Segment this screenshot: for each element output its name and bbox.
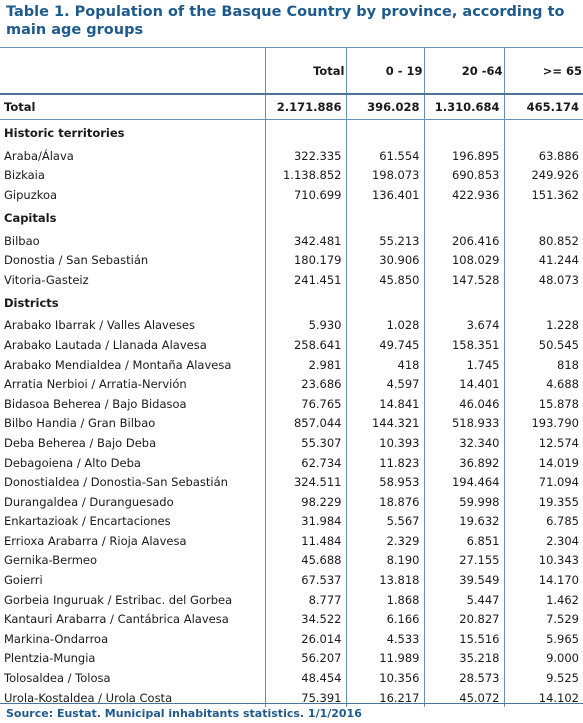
cell-total: 2.981 bbox=[265, 355, 346, 375]
row-label: Donostia / San Sebastián bbox=[0, 250, 265, 270]
table-row bbox=[0, 355, 583, 375]
table-row bbox=[0, 166, 583, 186]
cell-age-20-64: 36.892 bbox=[424, 453, 504, 473]
cell-age-65-plus: 63.886 bbox=[504, 146, 583, 166]
total-row bbox=[0, 94, 583, 120]
section-header-row bbox=[0, 205, 583, 231]
row-label: Markina-Ondarroa bbox=[0, 629, 265, 649]
table-row bbox=[0, 609, 583, 629]
cell-age-20-64: 1.310.684 bbox=[424, 94, 504, 120]
section-empty-cell bbox=[265, 120, 346, 147]
section-header-row bbox=[0, 290, 583, 316]
cell-age-20-64: 15.516 bbox=[424, 629, 504, 649]
cell-total: 26.014 bbox=[265, 629, 346, 649]
cell-age-20-64: 3.674 bbox=[424, 316, 504, 336]
column-header-age-65-plus: >= 65 bbox=[504, 48, 583, 95]
cell-age-65-plus: 818 bbox=[504, 355, 583, 375]
cell-age-0-19: 11.989 bbox=[346, 649, 424, 669]
section-empty-cell bbox=[504, 120, 583, 147]
table-row bbox=[0, 649, 583, 669]
table-row bbox=[0, 629, 583, 649]
cell-age-65-plus: 41.244 bbox=[504, 250, 583, 270]
cell-age-0-19: 58.953 bbox=[346, 472, 424, 492]
section-empty-cell bbox=[265, 290, 346, 316]
section-heading: Capitals bbox=[4, 210, 57, 225]
row-label: Bidasoa Beherea / Bajo Bidasoa bbox=[0, 394, 265, 414]
row-label: Bizkaia bbox=[0, 166, 265, 186]
cell-age-0-19: 418 bbox=[346, 355, 424, 375]
cell-age-65-plus: 465.174 bbox=[504, 94, 583, 120]
row-label: Deba Beherea / Bajo Deba bbox=[0, 433, 265, 453]
cell-age-65-plus: 10.343 bbox=[504, 551, 583, 571]
cell-total: 258.641 bbox=[265, 335, 346, 355]
row-label: Kantauri Arabarra / Cantábrica Alavesa bbox=[0, 609, 265, 629]
section-empty-cell bbox=[424, 120, 504, 147]
row-label: Tolosaldea / Tolosa bbox=[0, 668, 265, 688]
table-row bbox=[0, 590, 583, 610]
table-row bbox=[0, 316, 583, 336]
section-empty-cell bbox=[346, 120, 424, 147]
cell-total: 23.686 bbox=[265, 374, 346, 394]
cell-age-20-64: 1.745 bbox=[424, 355, 504, 375]
cell-age-20-64: 14.401 bbox=[424, 374, 504, 394]
table-row bbox=[0, 492, 583, 512]
cell-total: 8.777 bbox=[265, 590, 346, 610]
cell-age-0-19: 10.393 bbox=[346, 433, 424, 453]
cell-age-0-19: 30.906 bbox=[346, 250, 424, 270]
cell-total: 31.984 bbox=[265, 512, 346, 532]
cell-age-20-64: 690.853 bbox=[424, 166, 504, 186]
cell-age-0-19: 1.868 bbox=[346, 590, 424, 610]
cell-age-0-19: 14.841 bbox=[346, 394, 424, 414]
table-row bbox=[0, 414, 583, 434]
cell-total: 48.454 bbox=[265, 668, 346, 688]
cell-age-0-19: 55.213 bbox=[346, 231, 424, 251]
row-label: Donostialdea / Donostia-San Sebastián bbox=[0, 472, 265, 492]
cell-age-0-19: 13.818 bbox=[346, 570, 424, 590]
cell-age-65-plus: 15.878 bbox=[504, 394, 583, 414]
table-row bbox=[0, 394, 583, 414]
cell-total: 1.138.852 bbox=[265, 166, 346, 186]
cell-age-65-plus: 71.094 bbox=[504, 472, 583, 492]
cell-age-20-64: 6.851 bbox=[424, 531, 504, 551]
cell-total: 2.171.886 bbox=[265, 94, 346, 120]
cell-age-0-19: 8.190 bbox=[346, 551, 424, 571]
cell-total: 56.207 bbox=[265, 649, 346, 669]
cell-age-65-plus: 6.785 bbox=[504, 512, 583, 532]
cell-age-20-64: 32.340 bbox=[424, 433, 504, 453]
cell-age-0-19: 6.166 bbox=[346, 609, 424, 629]
cell-age-65-plus: 19.355 bbox=[504, 492, 583, 512]
table-row bbox=[0, 185, 583, 205]
cell-total: 67.537 bbox=[265, 570, 346, 590]
cell-age-20-64: 45.072 bbox=[424, 688, 504, 708]
cell-age-20-64: 194.464 bbox=[424, 472, 504, 492]
cell-age-0-19: 11.823 bbox=[346, 453, 424, 473]
row-label: Gernika-Bermeo bbox=[0, 551, 265, 571]
cell-age-0-19: 45.850 bbox=[346, 270, 424, 290]
cell-age-65-plus: 1.462 bbox=[504, 590, 583, 610]
cell-age-20-64: 46.046 bbox=[424, 394, 504, 414]
row-label: Goierri bbox=[0, 570, 265, 590]
cell-total: 34.522 bbox=[265, 609, 346, 629]
cell-age-20-64: 27.155 bbox=[424, 551, 504, 571]
cell-total: 11.484 bbox=[265, 531, 346, 551]
section-heading: Historic territories bbox=[4, 126, 125, 140]
cell-total: 5.930 bbox=[265, 316, 346, 336]
cell-age-65-plus: 249.926 bbox=[504, 166, 583, 186]
row-label: Durangaldea / Duranguesado bbox=[0, 492, 265, 512]
cell-age-20-64: 59.998 bbox=[424, 492, 504, 512]
cell-total: 342.481 bbox=[265, 231, 346, 251]
cell-age-20-64: 147.528 bbox=[424, 270, 504, 290]
cell-total: 98.229 bbox=[265, 492, 346, 512]
table-row bbox=[0, 250, 583, 270]
cell-age-65-plus: 9.525 bbox=[504, 668, 583, 688]
row-label: Vitoria-Gasteiz bbox=[0, 270, 265, 290]
cell-age-65-plus: 50.545 bbox=[504, 335, 583, 355]
section-header-row bbox=[0, 120, 583, 147]
cell-total: 45.688 bbox=[265, 551, 346, 571]
table-row bbox=[0, 531, 583, 551]
row-label: Total bbox=[0, 94, 265, 120]
row-label: Bilbo Handia / Gran Bilbao bbox=[0, 414, 265, 434]
section-empty-cell bbox=[504, 290, 583, 316]
row-label: Arabako Mendialdea / Montaña Alavesa bbox=[0, 355, 265, 375]
cell-age-65-plus: 48.073 bbox=[504, 270, 583, 290]
cell-age-0-19: 198.073 bbox=[346, 166, 424, 186]
table-row bbox=[0, 472, 583, 492]
cell-age-65-plus: 12.574 bbox=[504, 433, 583, 453]
row-label: Gipuzkoa bbox=[0, 185, 265, 205]
cell-age-0-19: 1.028 bbox=[346, 316, 424, 336]
cell-total: 55.307 bbox=[265, 433, 346, 453]
table-row bbox=[0, 374, 583, 394]
cell-age-65-plus: 151.362 bbox=[504, 185, 583, 205]
cell-age-20-64: 20.827 bbox=[424, 609, 504, 629]
row-label: Plentzia-Mungia bbox=[0, 649, 265, 669]
table-row bbox=[0, 551, 583, 571]
cell-age-65-plus: 5.965 bbox=[504, 629, 583, 649]
cell-age-0-19: 136.401 bbox=[346, 185, 424, 205]
cell-age-20-64: 518.933 bbox=[424, 414, 504, 434]
cell-age-20-64: 28.573 bbox=[424, 668, 504, 688]
cell-age-20-64: 39.549 bbox=[424, 570, 504, 590]
cell-age-0-19: 396.028 bbox=[346, 94, 424, 120]
table-row bbox=[0, 512, 583, 532]
cell-age-65-plus: 193.790 bbox=[504, 414, 583, 434]
cell-age-0-19: 16.217 bbox=[346, 688, 424, 708]
cell-age-20-64: 108.029 bbox=[424, 250, 504, 270]
cell-total: 76.765 bbox=[265, 394, 346, 414]
cell-age-65-plus: 80.852 bbox=[504, 231, 583, 251]
row-label: Urola-Kostaldea / Urola Costa bbox=[0, 688, 265, 708]
cell-age-0-19: 5.567 bbox=[346, 512, 424, 532]
row-label: Bilbao bbox=[0, 231, 265, 251]
cell-age-0-19: 144.321 bbox=[346, 414, 424, 434]
cell-total: 241.451 bbox=[265, 270, 346, 290]
column-header-age-20-64: 20 -64 bbox=[424, 48, 504, 95]
cell-age-0-19: 49.745 bbox=[346, 335, 424, 355]
table-row bbox=[0, 231, 583, 251]
table-row bbox=[0, 146, 583, 166]
cell-age-0-19: 18.876 bbox=[346, 492, 424, 512]
row-label: Errioxa Arabarra / Rioja Alavesa bbox=[0, 531, 265, 551]
table-row bbox=[0, 270, 583, 290]
cell-age-0-19: 61.554 bbox=[346, 146, 424, 166]
section-empty-cell bbox=[346, 290, 424, 316]
header-row bbox=[0, 48, 583, 95]
cell-total: 75.391 bbox=[265, 688, 346, 708]
cell-age-65-plus: 14.019 bbox=[504, 453, 583, 473]
cell-age-65-plus: 4.688 bbox=[504, 374, 583, 394]
cell-age-65-plus: 14.102 bbox=[504, 688, 583, 708]
cell-age-20-64: 19.632 bbox=[424, 512, 504, 532]
cell-age-65-plus: 1.228 bbox=[504, 316, 583, 336]
cell-age-20-64: 35.218 bbox=[424, 649, 504, 669]
population-table bbox=[0, 47, 583, 707]
section-heading: Districts bbox=[4, 295, 59, 310]
header-empty-cell bbox=[0, 48, 265, 95]
cell-total: 322.335 bbox=[265, 146, 346, 166]
section-empty-cell bbox=[346, 205, 424, 231]
section-empty-cell bbox=[424, 205, 504, 231]
table-title: Table 1. Population of the Basque Country by province, according to main age groups bbox=[6, 4, 565, 38]
cell-age-0-19: 10.356 bbox=[346, 668, 424, 688]
cell-age-65-plus: 2.304 bbox=[504, 531, 583, 551]
table-row bbox=[0, 335, 583, 355]
row-label: Enkartazioak / Encartaciones bbox=[0, 512, 265, 532]
table-row bbox=[0, 453, 583, 473]
cell-age-65-plus: 7.529 bbox=[504, 609, 583, 629]
cell-age-20-64: 196.895 bbox=[424, 146, 504, 166]
cell-age-0-19: 2.329 bbox=[346, 531, 424, 551]
section-empty-cell bbox=[424, 290, 504, 316]
cell-age-65-plus: 9.000 bbox=[504, 649, 583, 669]
cell-age-65-plus: 14.170 bbox=[504, 570, 583, 590]
row-label: Debagoiena / Alto Deba bbox=[0, 453, 265, 473]
cell-age-0-19: 4.597 bbox=[346, 374, 424, 394]
section-empty-cell bbox=[265, 205, 346, 231]
section-empty-cell bbox=[504, 205, 583, 231]
table-row bbox=[0, 433, 583, 453]
table-row bbox=[0, 570, 583, 590]
row-label: Arratia Nerbioi / Arratia-Nervión bbox=[0, 374, 265, 394]
source-note: Source: Eustat. Municipal inhabitants statistics. 1/1/2016 bbox=[0, 703, 583, 723]
cell-total: 857.044 bbox=[265, 414, 346, 434]
row-label: Arabako Lautada / Llanada Alavesa bbox=[0, 335, 265, 355]
cell-total: 710.699 bbox=[265, 185, 346, 205]
column-header-age-0-19: 0 - 19 bbox=[346, 48, 424, 95]
cell-total: 180.179 bbox=[265, 250, 346, 270]
cell-total: 324.511 bbox=[265, 472, 346, 492]
column-header-total: Total bbox=[265, 48, 346, 95]
cell-age-20-64: 422.936 bbox=[424, 185, 504, 205]
row-label: Gorbeia Inguruak / Estribac. del Gorbea bbox=[0, 590, 265, 610]
cell-age-0-19: 4.533 bbox=[346, 629, 424, 649]
cell-age-20-64: 206.416 bbox=[424, 231, 504, 251]
cell-age-20-64: 158.351 bbox=[424, 335, 504, 355]
cell-total: 62.734 bbox=[265, 453, 346, 473]
row-label: Araba/Álava bbox=[0, 146, 265, 166]
row-label: Arabako Ibarrak / Valles Alaveses bbox=[0, 316, 265, 336]
table-row bbox=[0, 668, 583, 688]
cell-age-20-64: 5.447 bbox=[424, 590, 504, 610]
